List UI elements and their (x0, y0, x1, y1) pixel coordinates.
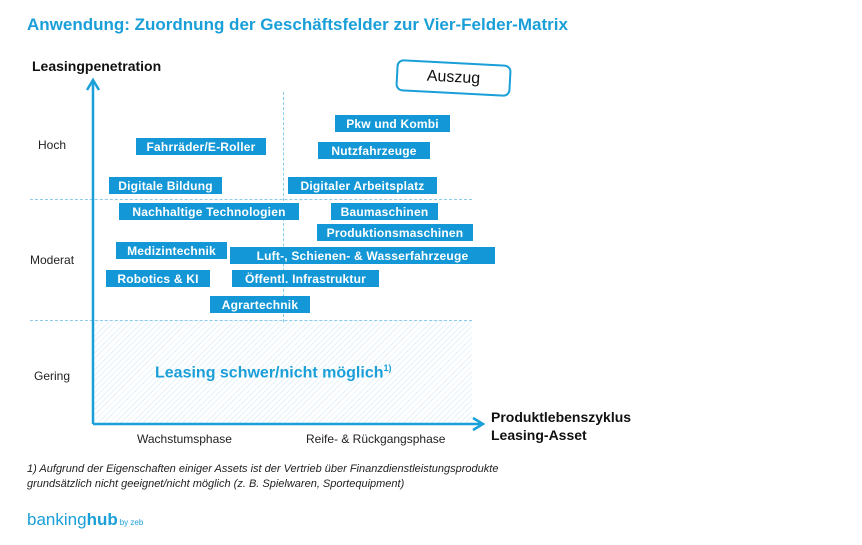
field-pkw-kombi: Pkw und Kombi (335, 115, 450, 132)
column-label-growth: Wachstumsphase (137, 432, 232, 446)
field-oeffentl-infrastruktur: Öffentl. Infrastruktur (232, 270, 379, 287)
row-label-high: Hoch (38, 138, 67, 152)
x-axis-label: Produktlebenszyklus Leasing-Asset (491, 409, 632, 443)
field-nutzfahrzeuge: Nutzfahrzeuge (318, 142, 430, 159)
footnote-mark: 1) (383, 363, 392, 373)
y-axis-label: Leasingpenetration (32, 58, 162, 74)
excerpt-stamp: Auszug (395, 59, 512, 97)
row-label-moderate: Moderat (30, 253, 75, 267)
field-produktionsmaschinen: Produktionsmaschinen (317, 224, 473, 241)
row-label-low: Gering (34, 369, 71, 383)
column-label-maturity: Reife- & Rückgangsphase (306, 432, 446, 446)
field-luft-schienen-wasser: Luft-, Schienen- & Wasserfahrzeuge (230, 247, 495, 264)
field-baumaschinen: Baumaschinen (331, 203, 438, 220)
field-digitaler-arbeitsplatz: Digitaler Arbeitsplatz (288, 177, 437, 194)
field-fahrraeder: Fahrräder/E-Roller (136, 138, 266, 155)
no-leasing-label: Leasing schwer/nicht möglich$^{1)}$ (155, 363, 392, 382)
field-robotics-ki: Robotics & KI (106, 270, 210, 287)
bankinghub-logo: bankinghub by zeb (27, 510, 144, 529)
footnote: 1) Aufgrund der Eigenschaften einiger Assets ist der Vertrieb über Finanzdienstleistungsprodukte grundsätzlich nicht geeignet/nicht möglich (z. B. Spielwaren, Sportequipment) (27, 463, 499, 490)
field-agrartechnik: Agrartechnik (210, 296, 310, 313)
field-digitale-bildung: Digitale Bildung (109, 177, 222, 194)
field-medizintechnik: Medizintechnik (116, 242, 227, 259)
page-title: Anwendung: Zuordnung der Geschäftsfelder zur Vier-Felder-Matrix (27, 15, 568, 34)
field-nachhaltige-technologien: Nachhaltige Technologien (119, 203, 299, 220)
